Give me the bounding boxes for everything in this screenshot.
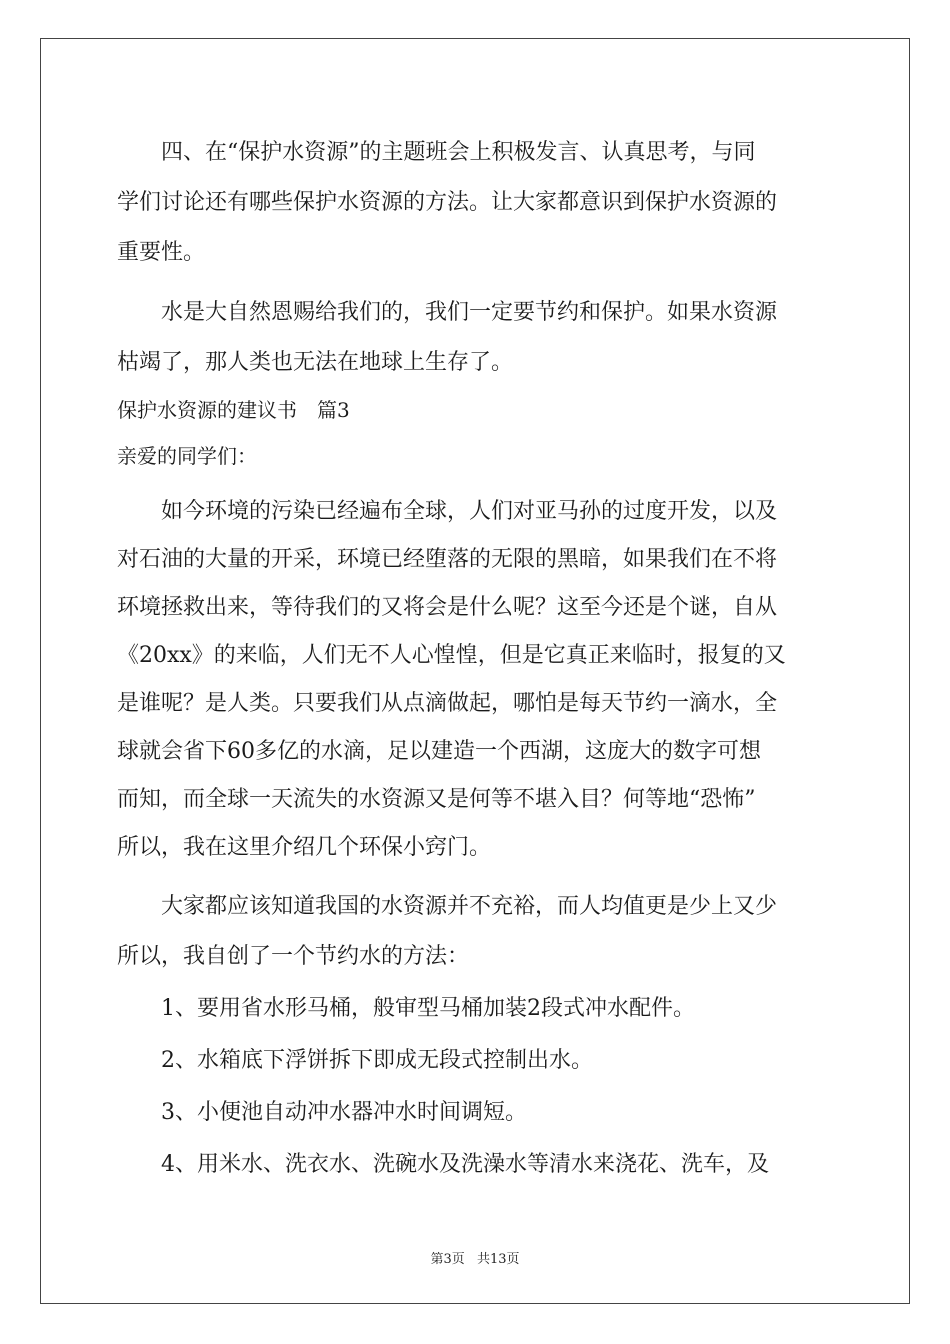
paragraph-4-line-2: 所以，我自创了一个节约水的方法：	[117, 944, 470, 969]
paragraph-3-line-1: 如今环境的污染已经遍布全球，人们对亚马孙的过度开发，以及	[117, 499, 778, 524]
paragraph-4-line-1: 大家都应该知道我国的水资源并不充裕，而人均值更是少上又少	[117, 894, 778, 919]
paragraph-1-line-1: 四、在“保护水资源”的主题班会上积极发言、认真思考，与同	[117, 140, 756, 165]
document-body	[117, 128, 837, 1190]
paragraph-2-line-1: 水是大自然恩赐给我们的，我们一定要节约和保护。如果水资源	[117, 300, 778, 325]
page-total: 共13页	[476, 1252, 520, 1267]
paragraph-3-line-3: 环境拯救出来，等待我们的又将会是什么呢？这至今还是个谜，自从	[117, 595, 778, 620]
paragraph-2-line-2: 枯竭了，那人类也无法在地球上生存了。	[117, 350, 514, 375]
paragraph-3-line-8: 所以，我在这里介绍几个环保小窍门。	[117, 835, 492, 860]
paragraph-3-line-6: 球就会省下60多亿的水滴，足以建造一个西湖，这庞大的数字可想	[117, 739, 761, 764]
list-item-4: 4、用米水、洗衣水、洗碗水及洗澡水等清水来浇花、洗车，及	[117, 1152, 769, 1177]
page-footer	[0, 1248, 950, 1267]
paragraph-3-line-4: 《20xx》的来临，人们无不人心惶惶，但是它真正来临时，报复的又	[117, 643, 786, 668]
salutation: 亲爱的同学们：	[117, 444, 257, 468]
paragraph-3-line-2: 对石油的大量的开采，环境已经堕落的无限的黑暗，如果我们在不将	[117, 547, 778, 572]
paragraph-1-line-3: 重要性。	[117, 240, 206, 265]
paragraph-3-line-7: 而知，而全球一天流失的水资源又是何等不堪入目？何等地“恐怖”	[117, 787, 756, 812]
section-heading: 保护水资源的建议书 篇3	[117, 398, 350, 422]
list-item-3: 3、小便池自动冲水器冲水时间调短。	[117, 1100, 527, 1125]
page-number: 第3页	[430, 1252, 465, 1267]
paragraph-3-line-5: 是谁呢？是人类。只要我们从点滴做起，哪怕是每天节约一滴水，全	[117, 691, 778, 716]
list-item-2: 2、水箱底下浮饼拆下即成无段式控制出水。	[117, 1048, 593, 1073]
list-item-1: 1、要用省水形马桶，般审型马桶加装2段式冲水配件。	[117, 996, 695, 1021]
paragraph-1-line-2: 学们讨论还有哪些保护水资源的方法。让大家都意识到保护水资源的	[117, 190, 778, 215]
